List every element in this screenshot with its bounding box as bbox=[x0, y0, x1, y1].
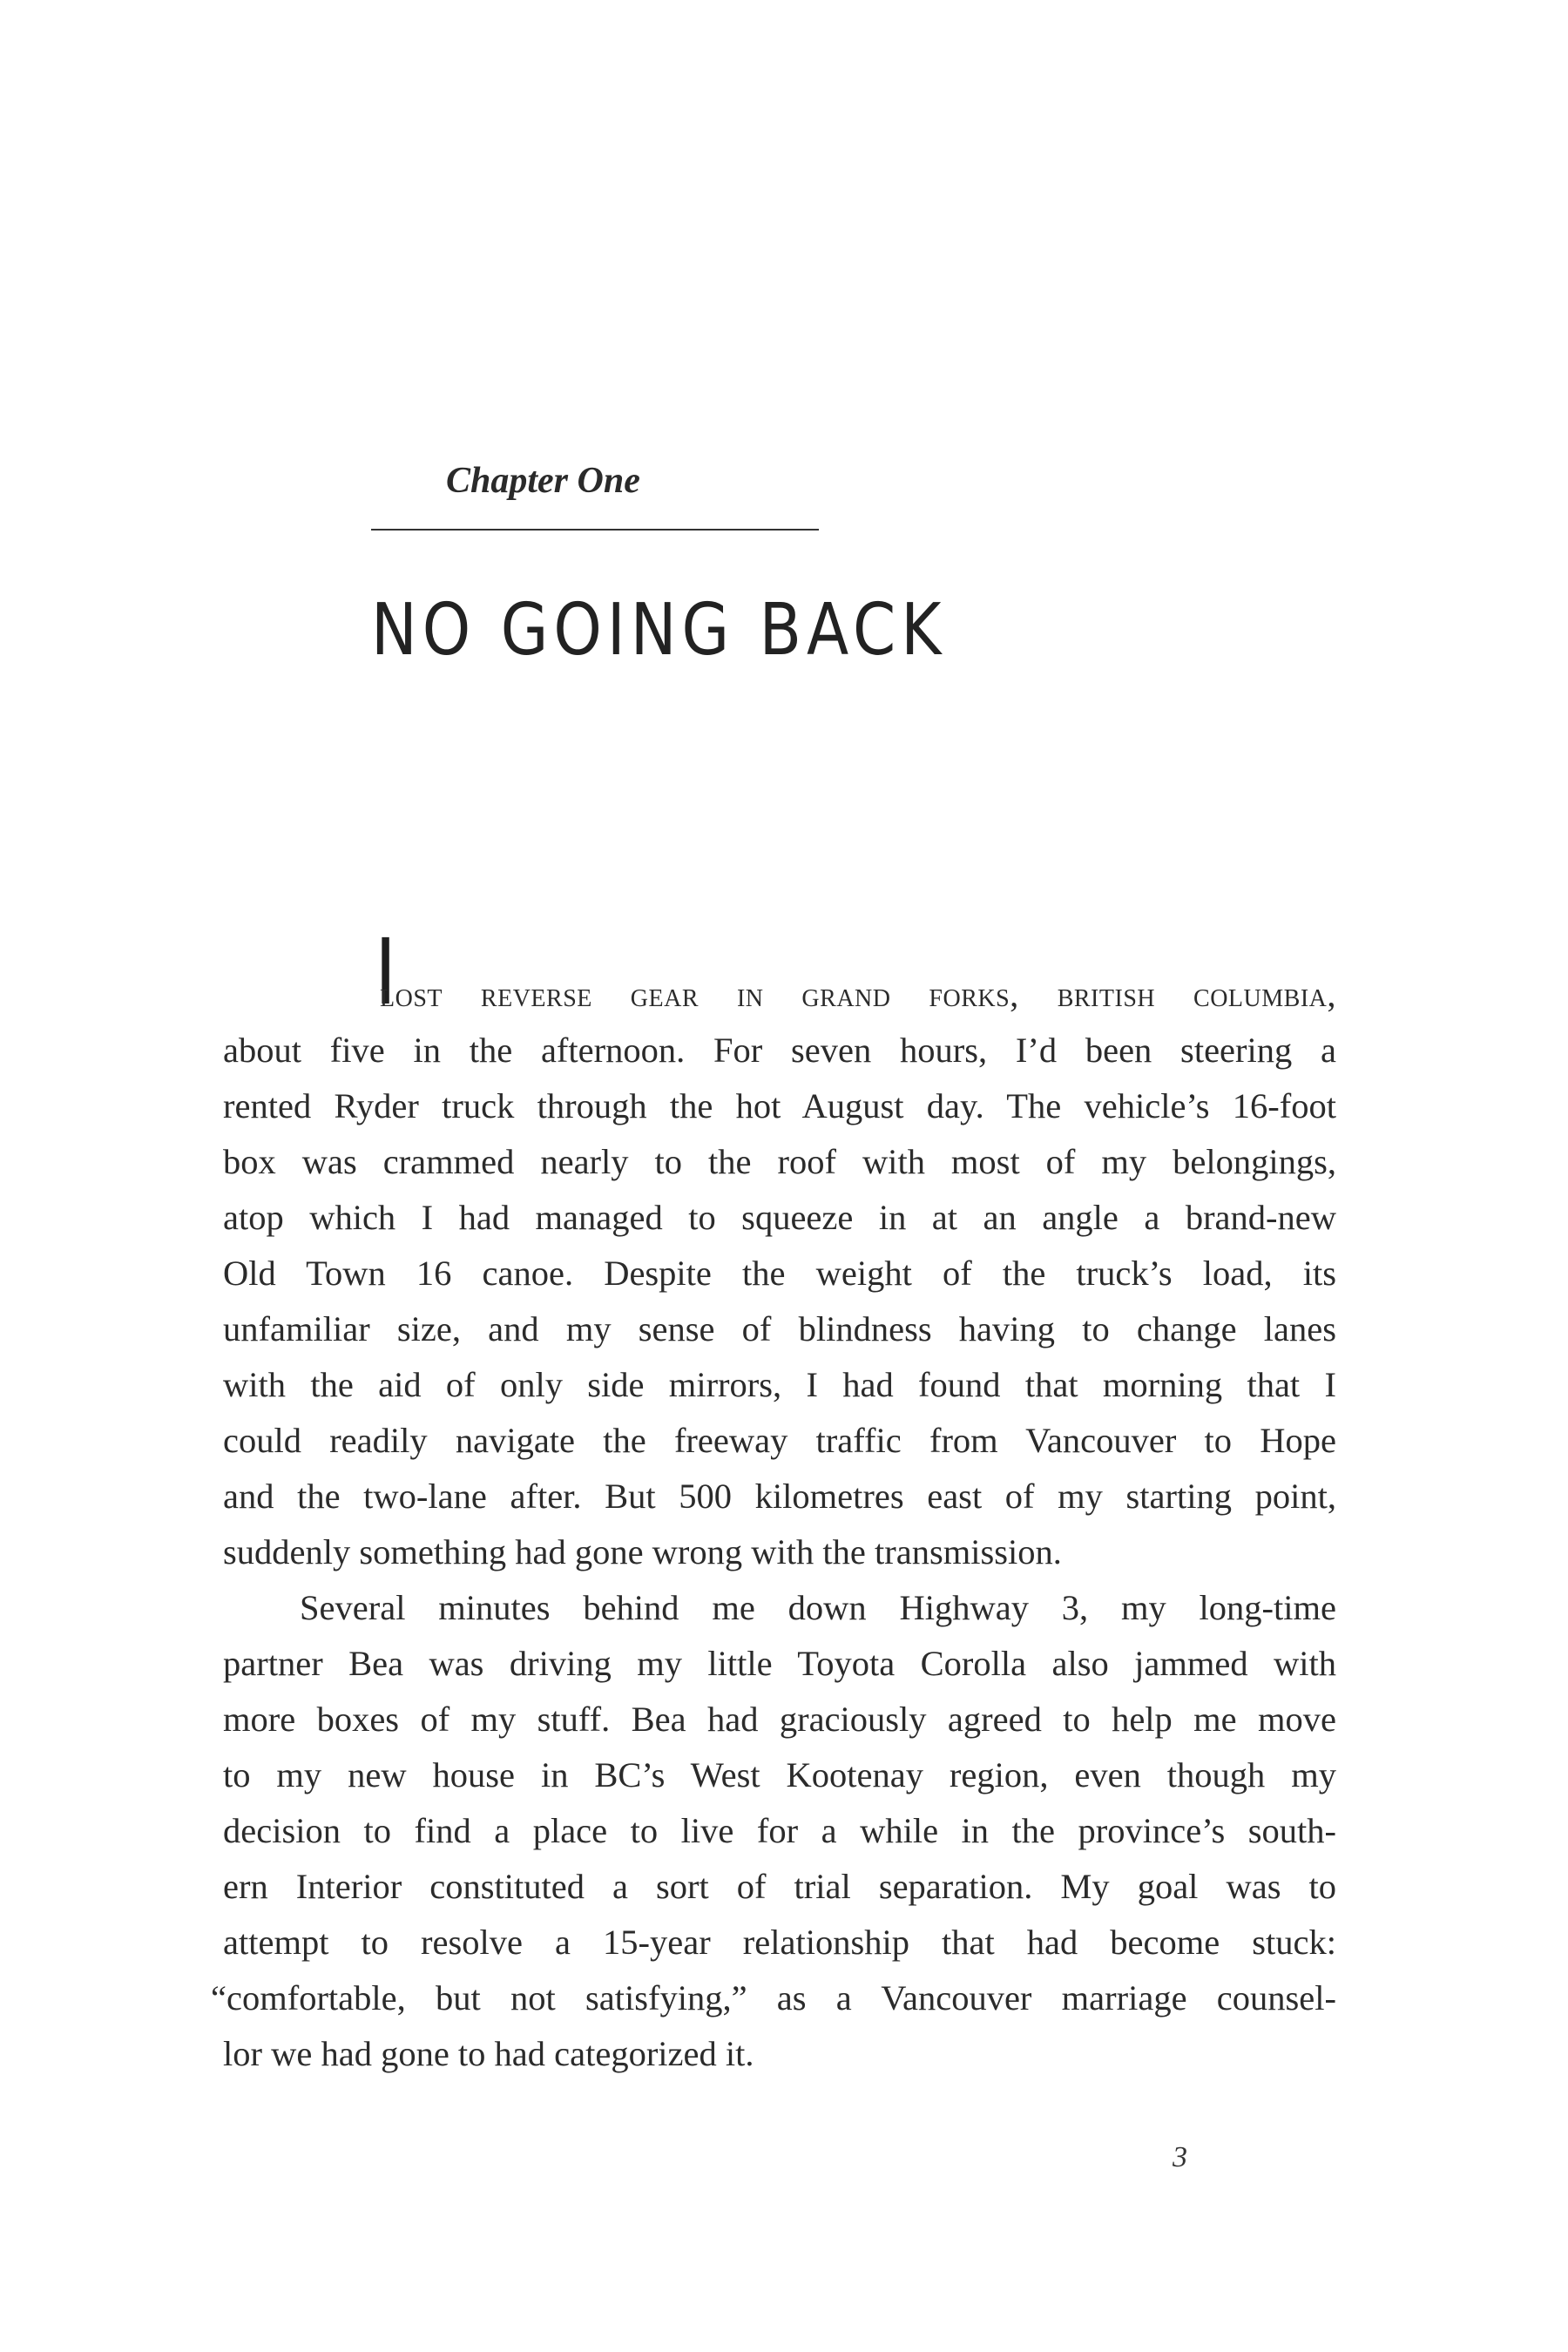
text-line: lor we had gone to had categorized it. bbox=[223, 2034, 754, 2073]
text-line: could readily navigate the freeway traffic from Vancouver to Hope bbox=[223, 1421, 1336, 1460]
text-line: to my new house in BC’s West Kootenay region, even though my bbox=[223, 1755, 1336, 1794]
text-line: Several minutes behind me down Highway 3, my long-time bbox=[300, 1588, 1336, 1627]
text-line: suddenly something had gone wrong with the transmission. bbox=[223, 1532, 1062, 1571]
text-line: rented Ryder truck through the hot August day. The vehicle’s 16-foot bbox=[223, 1086, 1336, 1125]
page-number: 3 bbox=[1173, 2141, 1187, 2173]
chapter-title: NO GOING BACK bbox=[371, 589, 947, 672]
text-line: and the two-lane after. But 500 kilometres east of my starting point, bbox=[223, 1477, 1336, 1516]
text-line: atop which I had managed to squeeze in at an angle a brand-new bbox=[223, 1198, 1336, 1237]
text-line: lost reverse gear in grand forks, british columbia, bbox=[380, 975, 1336, 1014]
text-line: ern Interior constituted a sort of trial separation. My goal was to bbox=[223, 1867, 1336, 1906]
text-line: about five in the afternoon. For seven hours, I’d been steering a bbox=[223, 1031, 1336, 1070]
text-line: more boxes of my stuff. Bea had graciously agreed to help me move bbox=[223, 1700, 1336, 1739]
chapter-label: Chapter One bbox=[446, 461, 640, 501]
text-line: decision to find a place to live for a while in the province’s south- bbox=[223, 1811, 1336, 1850]
text-line: unfamiliar size, and my sense of blindness having to change lanes bbox=[223, 1309, 1336, 1348]
text-line: partner Bea was driving my little Toyota Corolla also jammed with bbox=[223, 1644, 1336, 1683]
text-line: Old Town 16 canoe. Despite the weight of the truck’s load, its bbox=[223, 1254, 1336, 1293]
chapter-rule bbox=[371, 529, 819, 531]
drop-cap: I bbox=[375, 919, 397, 1025]
text-line: box was crammed nearly to the roof with most of my belongings, bbox=[223, 1142, 1336, 1181]
text-line: “comfortable, but not satisfying,” as a Vancouver marriage counsel- bbox=[211, 1978, 1336, 2017]
text-line: attempt to resolve a 15-year relationship that had become stuck: bbox=[223, 1923, 1336, 1962]
text-line: with the aid of only side mirrors, I had found that morning that I bbox=[223, 1365, 1336, 1404]
